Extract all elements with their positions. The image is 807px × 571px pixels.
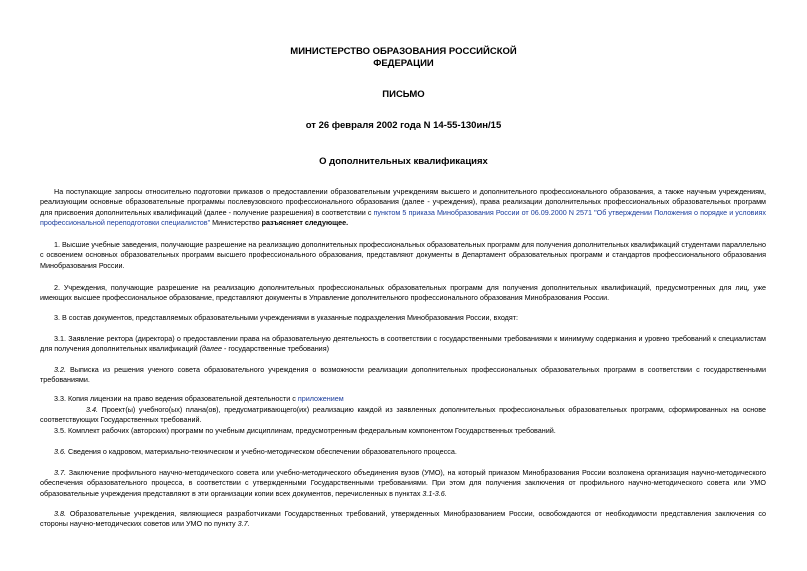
- paragraph-1: 1. Высшие учебные заведения, получающие разрешение на реализацию дополнительных профессиональных образовательных программ для получения дополнительных квалификаций студентами параллельно с освоением основных образовательных программ высшего профессионального образования, представляют документы в Департамент образовательных программ и стандартов профессионального образования Минобразования России.: [40, 240, 766, 270]
- document-type: ПИСЬМО: [382, 89, 425, 100]
- paragraph-3-3: 3.3. Копия лицензии на право ведения образовательной деятельности с приложением: [54, 394, 344, 403]
- paragraph-3-7: 3.7. Заключение профильного научно-методического совета или учебно-методического объединения вузов (УМО), на который приказом Минобразования России возложена организация научно-методического обеспечения образовательного процесса, в соответствии с утвержденными Государственными требованиями. При этом для получения заключения от профильного научно-методического совета или УМО образовательные учреждения представляют в эти организации копии всех документов, перечисленных в пунктах 3.1-3.6.: [40, 468, 766, 498]
- document-subject: О дополнительных квалификациях: [319, 156, 488, 167]
- intro-paragraph: На поступающие запросы относительно подготовки приказов о предоставлении образовательным учреждениям высшего и дополнительного профессионального образования, а также научным учреждениям, реализующим основные образовательные программы послевузовского профессионального образования (далее - учреждения), права реализации дополнительных профессиональных образовательных программ для присвоения дополнительных квалификаций (далее - получение разрешения) в соответствии с пунктом 5 приказа Минобразования России от 06.09.2000 N 2571 "Об утверждении Положения о порядке и условиях профессиональной переподготовки специалистов" Министерство разъясняет следующее.: [40, 187, 767, 228]
- paragraph-3-5: 3.5. Комплект рабочих (авторских) программ по учебным дисциплинам, предусмотренным федеральным компонентом Государственных требований.: [54, 426, 556, 435]
- paragraph-3-2: 3.2. Выписка из решения ученого совета образовательного учреждения о возможности реализации дополнительных профессиональных образовательных программ в соответствии с государственными требованиями.: [40, 365, 766, 385]
- paragraph-2: 2. Учреждения, получающие разрешение на реализацию дополнительных профессиональных образовательных программ для получения дополнительных квалификаций, предусмотренных для лиц, уже имеющих высшее профессиональное образование, представляют документы в Управление дополнительного профессионального образования Минобразования России.: [40, 283, 766, 303]
- paragraph-3-8: 3.8. Образовательные учреждения, являющиеся разработчиками Государственных требований, утвержденных Минобразованием России, освобождаются от необходимости представления заключения со стороны научно-методических советов или УМО по пункту 3.7.: [40, 509, 766, 529]
- ministry-title-line2: ФЕДЕРАЦИИ: [373, 58, 434, 69]
- ministry-title-line1: МИНИСТЕРСТВО ОБРАЗОВАНИЯ РОССИЙСКОЙ: [290, 46, 517, 57]
- order-2571-link[interactable]: пунктом 5 приказа Минобразования России от 06.09.2000 N 2571 "Об утверждении Положения о порядке и условиях профессиональной переподготовки специалистов": [40, 207, 767, 228]
- paragraph-3-6: 3.6. Сведения о кадровом, материально-техническом и учебно-методическом обеспечении образовательного процесса.: [54, 447, 457, 456]
- paragraph-3-4: 3.4. Проект(ы) учебного(ых) плана(ов), предусматривающего(их) реализацию каждой из заявленных дополнительных профессиональных образовательных программ, сформированных на основе соответствующих Государственных требований.: [40, 405, 766, 425]
- paragraph-3: 3. В состав документов, представляемых образовательными учреждениями в указанные подразделения Минобразования России, входят:: [54, 313, 519, 322]
- license-appendix-link[interactable]: приложением: [297, 394, 344, 403]
- paragraph-3-1: 3.1. Заявление ректора (директора) о предоставлении права на образовательную деятельность в соответствии с государственными требованиями к минимуму содержания и уровню требований к специалистам для получения дополнительных квалификаций (далее - государственные требования): [40, 334, 766, 354]
- date-number-line: от 26 февраля 2002 года N 14-55-130ин/15: [305, 120, 502, 131]
